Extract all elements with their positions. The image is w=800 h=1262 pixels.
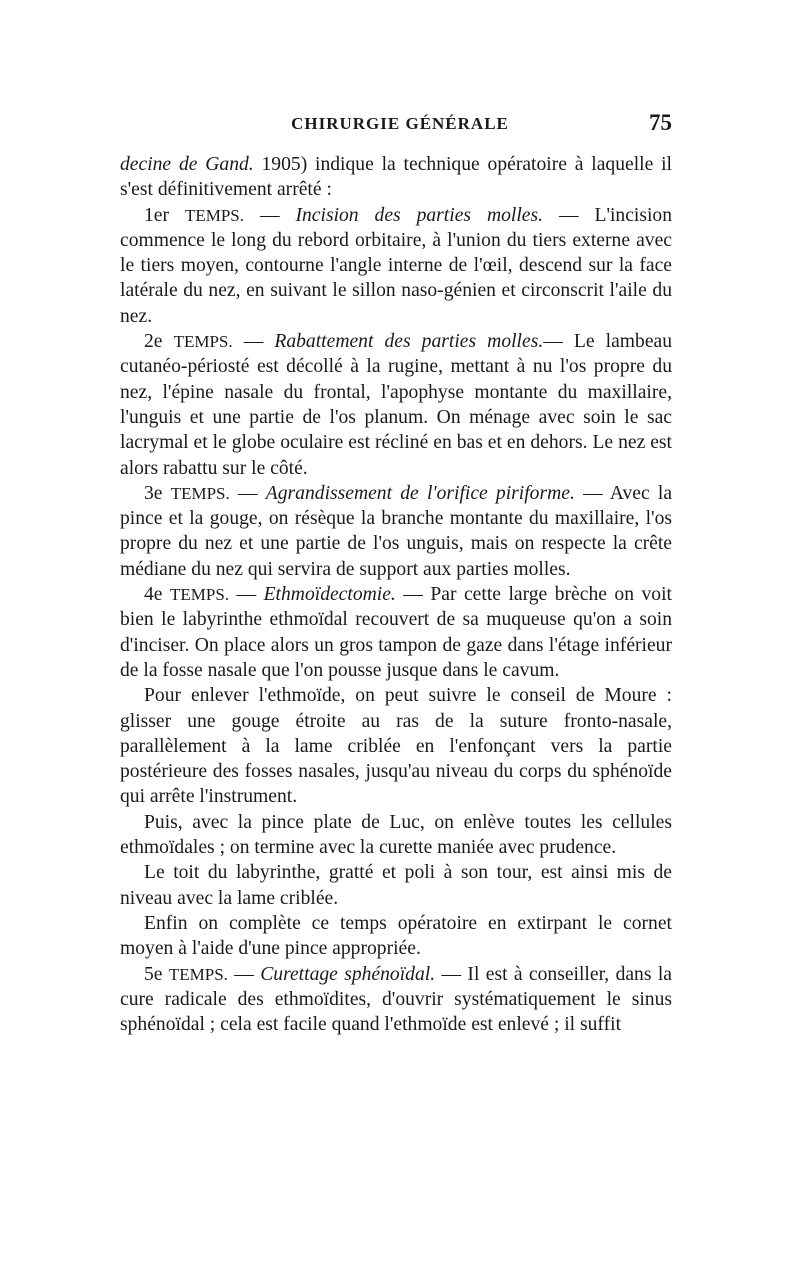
step-dash: — — [229, 482, 266, 504]
paragraph-cornet: Enfin on complète ce temps opératoire en extirpant le cornet moyen à l'aide d'une pince appropriée. — [120, 912, 672, 960]
paragraph-text: 1905) indique la technique opératoire à laquelle il s'est définitivement arrêté : — [120, 154, 672, 201]
paragraph-text: — Avec la pince et la gouge, on résèque la branche montante du maxillaire, l'os propre du nez et une partie de l'os unguis, mais on respecte la crête médiane du nez qui servira de support aux parties molles. — [120, 482, 673, 580]
paragraph-text: — Le lambeau cutanéo-périosté est décollé à la rugine, mettant à nu l'os propre du nez, l'épine nasale du frontal, l'apophyse montante du maxillaire, l'unguis et une partie de l'os planum. On ménage avec soin le sac lacrymal et le globe oculaire est récliné en bas et en dehors. Le nez est alors rabattu sur le côté. — [120, 331, 673, 479]
paragraph-step-5 — [120, 962, 672, 1038]
step-number: 5e — [144, 963, 163, 985]
step-label: TEMPS. — [170, 483, 230, 503]
step-title: Rabattement des parties molles. — [274, 331, 544, 353]
page-header — [120, 110, 680, 142]
step-label: TEMPS. — [184, 205, 245, 225]
paragraph-luc-pince: Puis, avec la pince plate de Luc, on enlève toutes les cellules ethmoïdales ; on termine avec la curette maniée avec prudence. — [120, 811, 672, 859]
step-number: 3e — [144, 482, 163, 504]
step-number: 4e — [144, 584, 163, 606]
page-body — [120, 152, 672, 1037]
citation-text: decine de Gand. — [120, 154, 254, 175]
paragraph-text: — Par cette large brèche on voit bien le labyrinthe ethmoïdal recouvert de sa muqueuse qu'on a soin d'inciser. On place alors un gros tampon de gaze dans l'étage inférieur de la fosse nasale que l'on pousse jusque dans le cavum. — [120, 584, 672, 681]
step-dash: — — [229, 584, 264, 606]
paragraph-step-1 — [120, 203, 672, 329]
step-label: TEMPS. — [168, 964, 228, 984]
step-label: TEMPS. — [169, 585, 230, 605]
step-dash: — — [244, 204, 296, 226]
step-dash: — — [232, 331, 275, 353]
step-title: Agrandissement de l'orifice piriforme. — [265, 482, 575, 504]
page-number: 75 — [649, 110, 672, 135]
paragraph-step-2 — [120, 329, 672, 481]
step-label: TEMPS. — [173, 332, 233, 352]
paragraph-labyrinth-roof: Le toit du labyrinthe, gratté et poli à son tour, est ainsi mis de niveau avec la lame criblée. — [120, 862, 672, 909]
paragraph-intro — [120, 152, 672, 203]
paragraph-text: — Il est à conseiller, dans la cure radicale des ethmoïdites, d'ouvrir systématiquement le sinus sphénoïdal ; cela est facile quand l'ethmoïde est enlevé ; il suffit — [120, 963, 672, 1036]
step-number: 2e — [144, 331, 163, 353]
step-dash: — — [227, 963, 261, 985]
running-title: CHIRURGIE GÉNÉRALE — [291, 114, 509, 133]
step-title: Curettage sphénoïdal. — [260, 963, 436, 985]
step-title: Incision des parties molles. — [295, 204, 544, 226]
paragraph-step-4 — [120, 582, 672, 683]
paragraph-moure-advice: Pour enlever l'ethmoïde, on peut suivre le conseil de Moure : glisser une gouge étroite au ras de la suture fronto-nasale, parallèlement à la lame criblée en l'enfonçant vers la partie postérieure des fosses nasales, jusqu'au niveau du corps du sphénoïde qui arrête l'instrument. — [120, 685, 672, 808]
step-number: 1er — [144, 204, 170, 226]
step-title: Ethmoïdectomie. — [263, 584, 396, 606]
paragraph-text: — L'incision commence le long du rebord orbitaire, à l'union du tiers externe avec le tiers moyen, contourne l'angle interne de l'œil, descend sur la face latérale du nez, en suivant le sillon naso-génien et circonscrit l'aile du nez. — [120, 204, 673, 327]
paragraph-step-3 — [120, 481, 672, 582]
